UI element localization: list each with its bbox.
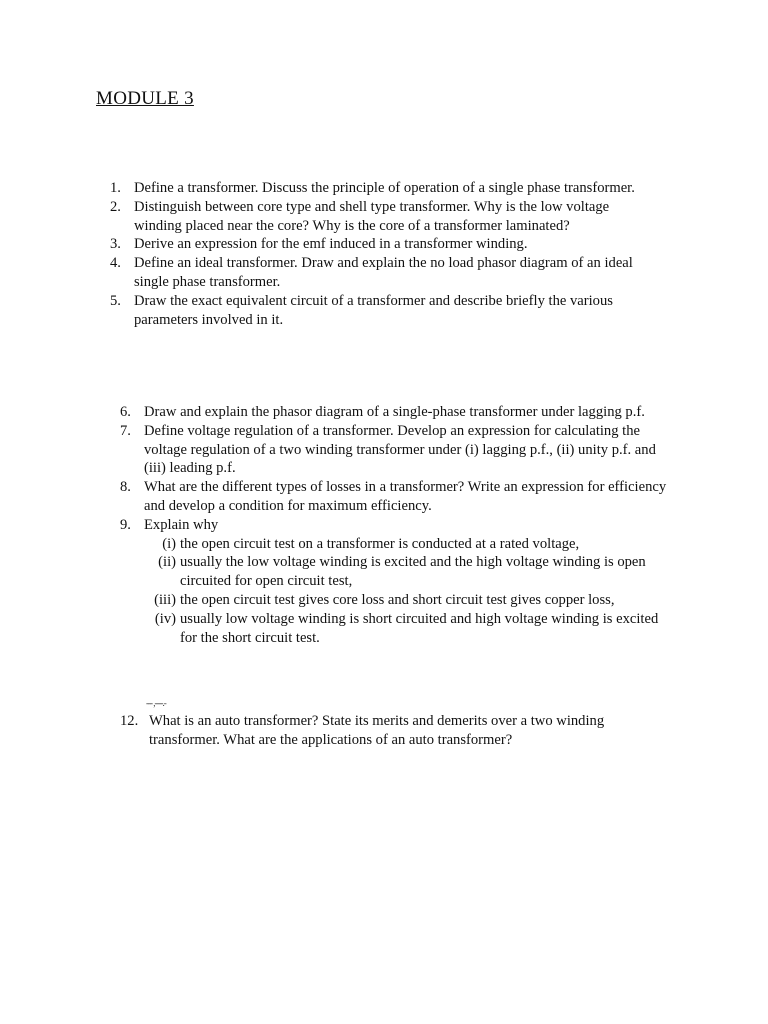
question-item	[120, 478, 670, 516]
question-list-1-to-5	[110, 179, 658, 329]
question-text: Derive an expression for the emf induced in a transformer winding.	[134, 236, 528, 253]
sub-question-number: (iv)	[154, 610, 176, 627]
question-number: 9.	[120, 516, 131, 533]
question-text: What is an auto transformer? State its merits and demerits over a two winding transformer. What are the applications of an auto transformer?	[149, 713, 605, 748]
module-title: MODULE 3	[96, 88, 194, 109]
question-text: Draw the exact equivalent circuit of a transformer and describe briefly the various parameters involved in it.	[134, 292, 613, 328]
sub-question-item	[146, 535, 670, 554]
question-text: What are the different types of losses in a transformer? Write an expression for efficiency and develop a condition for maximum efficiency.	[144, 479, 667, 514]
sub-question-text: the open circuit test gives core loss and short circuit test gives copper loss,	[180, 591, 615, 608]
question-number: 6.	[120, 404, 131, 420]
question-number: 7.	[120, 422, 131, 439]
question-text: Define voltage regulation of a transformer. Develop an expression for calculating the voltage regulation of a two winding transformer under (i) lagging p.f., (ii) unity p.f. and (iii) leading p.f.	[144, 422, 656, 477]
question-item	[120, 403, 670, 422]
sub-question-number: (iii)	[154, 591, 176, 608]
question-item	[110, 292, 658, 330]
question-number: 8.	[120, 479, 131, 496]
question-9-parts	[144, 535, 670, 648]
question-text: Explain why	[144, 516, 219, 533]
sub-question-item	[146, 610, 670, 648]
sub-question-number: (i)	[162, 535, 176, 552]
question-text: Define a transformer. Discuss the principle of operation of a single phase transformer.	[134, 180, 635, 196]
question-number: 1.	[110, 180, 121, 196]
question-text: Distinguish between core type and shell type transformer. Why is the low voltage winding placed near the core? Why is the core of a transformer laminated?	[134, 198, 610, 234]
question-item	[110, 254, 658, 292]
question-number: 2.	[110, 198, 121, 215]
sub-question-text: the open circuit test on a transformer is conducted at a rated voltage,	[180, 535, 580, 552]
question-number: 4.	[110, 255, 121, 272]
sub-question-text: usually low voltage winding is short circuited and high voltage winding is excited for the short circuit test.	[180, 610, 659, 646]
sub-question-number: (ii)	[158, 554, 176, 571]
question-number: 12.	[120, 713, 139, 729]
question-item	[110, 235, 658, 254]
question-number: 3.	[110, 236, 121, 253]
question-item	[110, 179, 658, 198]
question-number: 5.	[110, 292, 121, 309]
question-text: Draw and explain the phasor diagram of a single-phase transformer under lagging p.f.	[144, 404, 645, 420]
sub-question-item	[146, 591, 670, 610]
question-list-6-to-9	[120, 403, 670, 647]
question-item	[120, 516, 670, 648]
sub-question-item	[146, 553, 670, 591]
question-text: Define an ideal transformer. Draw and explain the no load phasor diagram of an ideal single phase transformer.	[134, 255, 633, 290]
sub-question-text: usually the low voltage winding is excited and the high voltage winding is open circuited for open circuit test,	[180, 554, 646, 590]
scan-artifact-text: --- ,----.-	[146, 698, 166, 708]
question-item	[120, 712, 660, 750]
question-list-12	[120, 712, 660, 750]
question-item	[120, 422, 670, 478]
question-item	[110, 198, 658, 236]
